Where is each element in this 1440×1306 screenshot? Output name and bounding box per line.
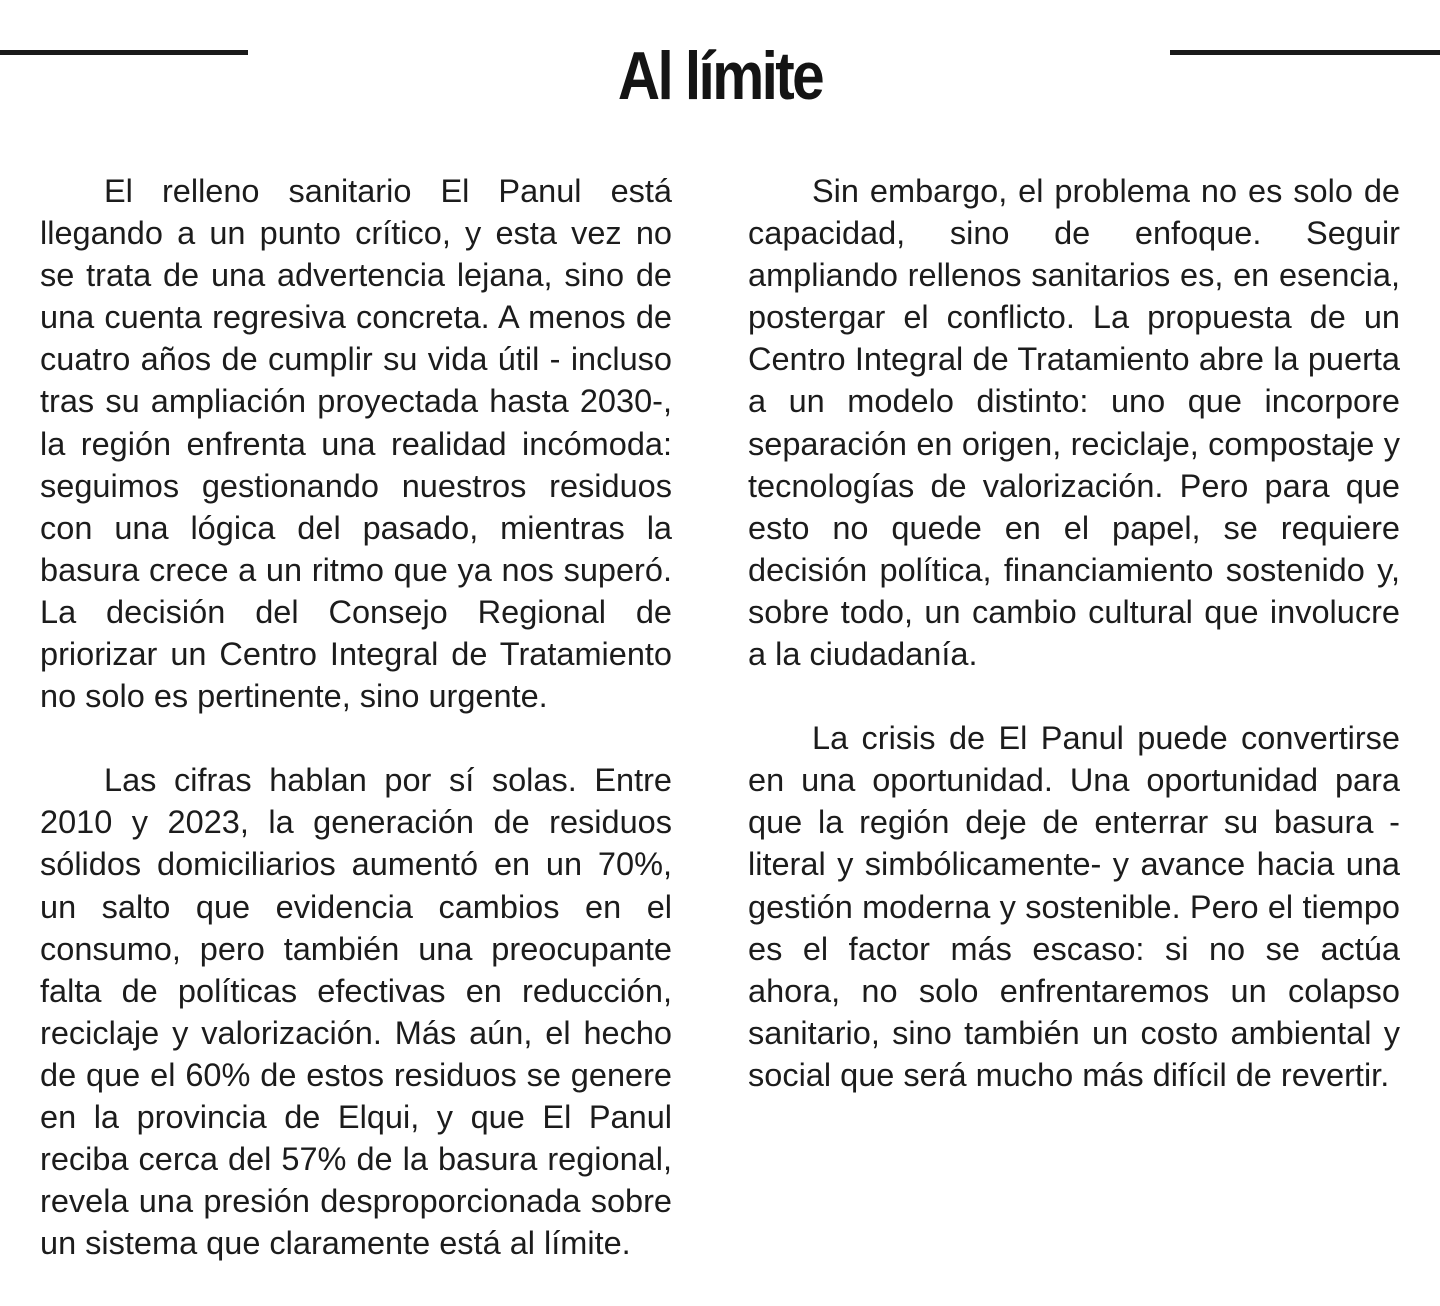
- article-paragraph-1: El relleno sanitario El Panul está llegando a un punto crítico, y esta vez no se trata de una advertencia lejana, sino de una cuenta regresiva concreta. A menos de cuatro años de cumplir su vida útil - incluso tras su ampliación proyectada hasta 2030-, la región enfrenta una realidad incómoda: seguimos gestionando nuestros residuos con una lógica del pasado, mientras la basura crece a un ritmo que ya nos superó. La decisión del Consejo Regional de priorizar un Centro Integral de Tratamiento no solo es pertinente, sino urgente.: [40, 173, 672, 715]
- article-column-left: [40, 170, 672, 1306]
- article-headline: Al límite: [617, 38, 823, 114]
- article-column-right: [748, 170, 1400, 1138]
- article-paragraph-3: Sin embargo, el problema no es solo de capacidad, sino de enfoque. Seguir ampliando rellenos sanitarios es, en esencia, postergar el conflicto. La propuesta de un Centro Integral de Tratamiento abre la puerta a un modelo distinto: uno que incorpore separación en origen, reciclaje, compostaje y tecnologías de valorización. Pero para que esto no quede en el papel, se requiere decisión política, financiamiento sostenido y, sobre todo, un cambio cultural que involucre a la ciudadanía.: [748, 173, 1400, 673]
- article-paragraph-2: Las cifras hablan por sí solas. Entre 2010 y 2023, la generación de residuos sólidos domiciliarios aumentó en un 70%, un salto que evidencia cambios en el consumo, pero también una preocupante falta de políticas efectivas en reducción, reciclaje y valorización. Más aún, el hecho de que el 60% de estos residuos se genere en la provincia de Elqui, y que El Panul reciba cerca del 57% de la basura regional, revela una presión desproporcionada sobre un sistema que claramente está al límite.: [40, 762, 672, 1262]
- article-paragraph-4: La crisis de El Panul puede convertirse en una oportunidad. Una oportunidad para que la región deje de enterrar su basura - literal y simbólicamente- y avance hacia una gestión moderna y sostenible. Pero el tiempo es el factor más escaso: si no se actúa ahora, no solo enfrentaremos un colapso sanitario, sino también un costo ambiental y social que será mucho más difícil de revertir.: [748, 720, 1400, 1093]
